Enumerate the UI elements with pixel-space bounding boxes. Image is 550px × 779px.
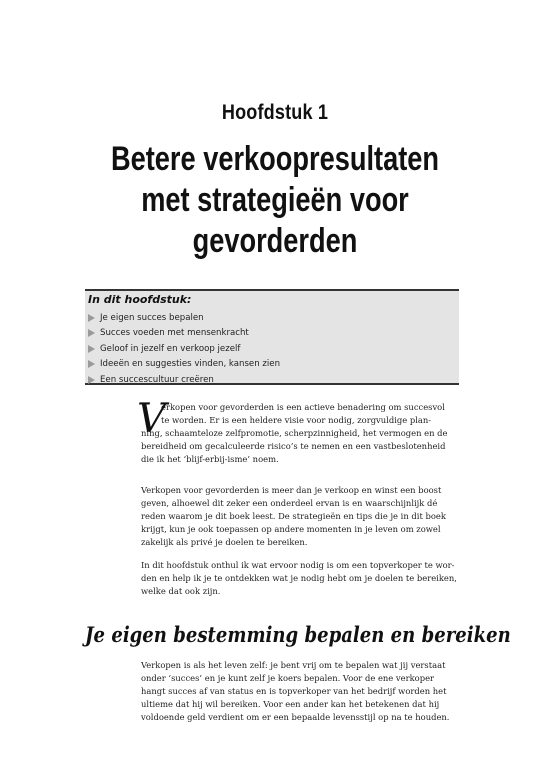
section-paragraph bbox=[141, 659, 468, 724]
chapter-title-line: met strategieën voor bbox=[141, 181, 409, 219]
list-item-label: Succes voeden met mensenkracht bbox=[100, 328, 249, 339]
text-line: Verkopen voor gevorderden is meer dan je verkoop en winst een boost bbox=[141, 485, 442, 495]
chapter-label: Hoofdstuk 1 bbox=[221, 101, 329, 124]
text-line: welke dat ook zijn. bbox=[141, 586, 221, 596]
body-paragraph bbox=[141, 559, 468, 598]
text-line: In dit hoofdstuk onthul ik wat ervoor nodig is om een topverkoper te wor- bbox=[141, 560, 455, 570]
list-item bbox=[88, 310, 280, 326]
body-paragraph bbox=[141, 484, 468, 549]
list-item bbox=[88, 357, 280, 373]
chapter-title bbox=[55, 139, 495, 262]
in-chapter-box bbox=[85, 289, 459, 385]
triangle-bullet-icon bbox=[88, 329, 95, 337]
chapter-title-line: gevorderden bbox=[192, 222, 358, 260]
list-item-label: Je eigen succes bepalen bbox=[100, 312, 204, 323]
drop-cap: V bbox=[137, 396, 166, 442]
text-line: reden waarom je dit boek leest. De strategieën en tips die je in dit boek bbox=[141, 511, 446, 521]
in-chapter-list bbox=[88, 310, 280, 388]
text-line: erkopen voor gevorderden is een actieve benadering om succesvol bbox=[161, 402, 445, 412]
text-line: onder ‘succes’ en je kunt zelf je koers bepalen. Voor de ene verkoper bbox=[141, 673, 435, 683]
list-item bbox=[88, 326, 280, 342]
text-line: Verkopen is als het leven zelf: je bent vrij om te bepalen wat jij verstaat bbox=[141, 660, 446, 670]
text-line: zakelijk als privé je doelen te bereiken. bbox=[141, 537, 308, 547]
in-chapter-heading: In dit hoofdstuk: bbox=[88, 293, 192, 306]
text-line: ning, schaamteloze zelfpromotie, scherpzinnigheid, het vermogen en de bbox=[141, 428, 448, 438]
text-line: die ik het ‘blijf-erbij-isme’ noem. bbox=[141, 454, 279, 464]
text-line: krijgt, kun je ook toepassen op andere momenten in je leven om zowel bbox=[141, 524, 441, 534]
text-line: voldoende geld verdient om er een bepaalde levensstijl op na te houden. bbox=[141, 712, 450, 722]
list-item-label: Een succescultuur creëren bbox=[100, 374, 214, 385]
text-line: bereidheid om gecalculeerde risico’s te nemen en een vastbeslotenheid bbox=[141, 441, 446, 451]
chapter-title-line: Betere verkoopresultaten bbox=[110, 140, 440, 178]
triangle-bullet-icon bbox=[88, 376, 95, 384]
section-heading: Je eigen bestemming bepalen en bereiken bbox=[85, 622, 511, 647]
text-line: geven, alhoewel dit zeker een onderdeel ervan is en waarschijnlijk dé bbox=[141, 498, 438, 508]
text-line: ultieme dat hij wil bereiken. Voor een ander kan het betekenen dat hij bbox=[141, 699, 440, 709]
list-item-label: Geloof in jezelf en verkoop jezelf bbox=[100, 343, 241, 354]
triangle-bullet-icon bbox=[88, 360, 95, 368]
list-item bbox=[88, 372, 280, 388]
text-line: hangt succes af van status en is topverkoper van het bedrijf worden het bbox=[141, 686, 447, 696]
triangle-bullet-icon bbox=[88, 314, 95, 322]
text-line: te worden. Er is een heldere visie voor nodig, zorgvuldige plan- bbox=[161, 415, 432, 425]
list-item-label: Ideeën en suggesties vinden, kansen zien bbox=[100, 359, 281, 370]
list-item bbox=[88, 341, 280, 357]
triangle-bullet-icon bbox=[88, 345, 95, 353]
intro-paragraph bbox=[137, 396, 468, 466]
text-line: den en help ik je te ontdekken wat je nodig hebt om je doelen te bereiken, bbox=[141, 573, 457, 583]
